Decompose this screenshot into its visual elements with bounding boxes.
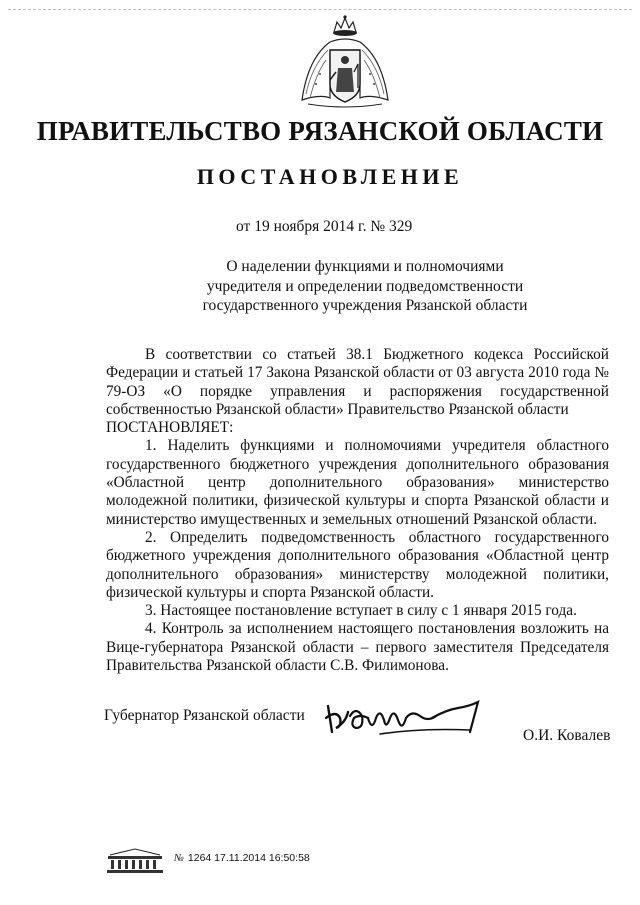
clause-4: 4. Контроль за исполнением настоящего постановления возложить на Вице-губернатора Рязанской области – первого заместителя Председателя Правительства Рязанской области С.В. Филимонова. xyxy=(106,620,609,675)
coat-of-arms-icon xyxy=(290,14,400,114)
subject-line: О наделении функциями и полномочиями xyxy=(226,258,504,275)
registry-stamp xyxy=(174,852,310,864)
document-date-number: от 19 ноября 2014 г. № 329 xyxy=(236,218,413,235)
government-title: ПРАВИТЕЛЬСТВО РЯЗАНСКОЙ ОБЛАСТИ xyxy=(36,116,604,146)
number-sign: № xyxy=(174,853,184,864)
resolves-heading: ПОСТАНОВЛЯЕТ: xyxy=(106,419,234,437)
document-type: ПОСТАНОВЛЕНИЕ xyxy=(196,164,464,189)
signatory-role: Губернатор Рязанской области xyxy=(104,707,305,724)
document-body xyxy=(106,346,609,675)
clause-3: 3. Настоящее постановление вступает в силу с 1 января 2015 года. xyxy=(145,602,577,620)
subject-line: учредителя и определении подведомственности xyxy=(206,277,524,295)
clause-1: 1. Наделить функциями и полномочиями учредителя областного государственного бюджетного учреждения дополнительного образования «Областной центр дополнительного образования» министерство молодежной политики, физической культуры и спорта Рязанской области и министерство имущественных и земельных отношений Рязанской области. xyxy=(106,437,609,528)
subject-line: государственного учреждения Рязанской области xyxy=(202,297,528,314)
scan-top-edge xyxy=(8,9,632,10)
preamble-paragraph: В соответствии со статьей 38.1 Бюджетного кодекса Российской Федерации и статьей 17 Закона Рязанской области от 03 августа 2010 года № 79-ОЗ «О порядке управления и распоряжения государственной собственностью Рязанской области» Правительство Рязанской области xyxy=(106,346,609,418)
building-logo-icon xyxy=(104,847,166,875)
clause-2: 2. Определить подведомственность областного государственного бюджетного учреждения дополнительного образования «Областной центр дополнительного образования» министерству молодежной политики, физической культуры и спорта Рязанской области. xyxy=(106,528,609,601)
document-subject xyxy=(180,257,550,316)
registry-number-datetime: 1264 17.11.2014 16:50:58 xyxy=(187,852,310,864)
handwritten-signature xyxy=(320,688,495,748)
signatory-name: О.И. Ковалев xyxy=(523,727,611,744)
